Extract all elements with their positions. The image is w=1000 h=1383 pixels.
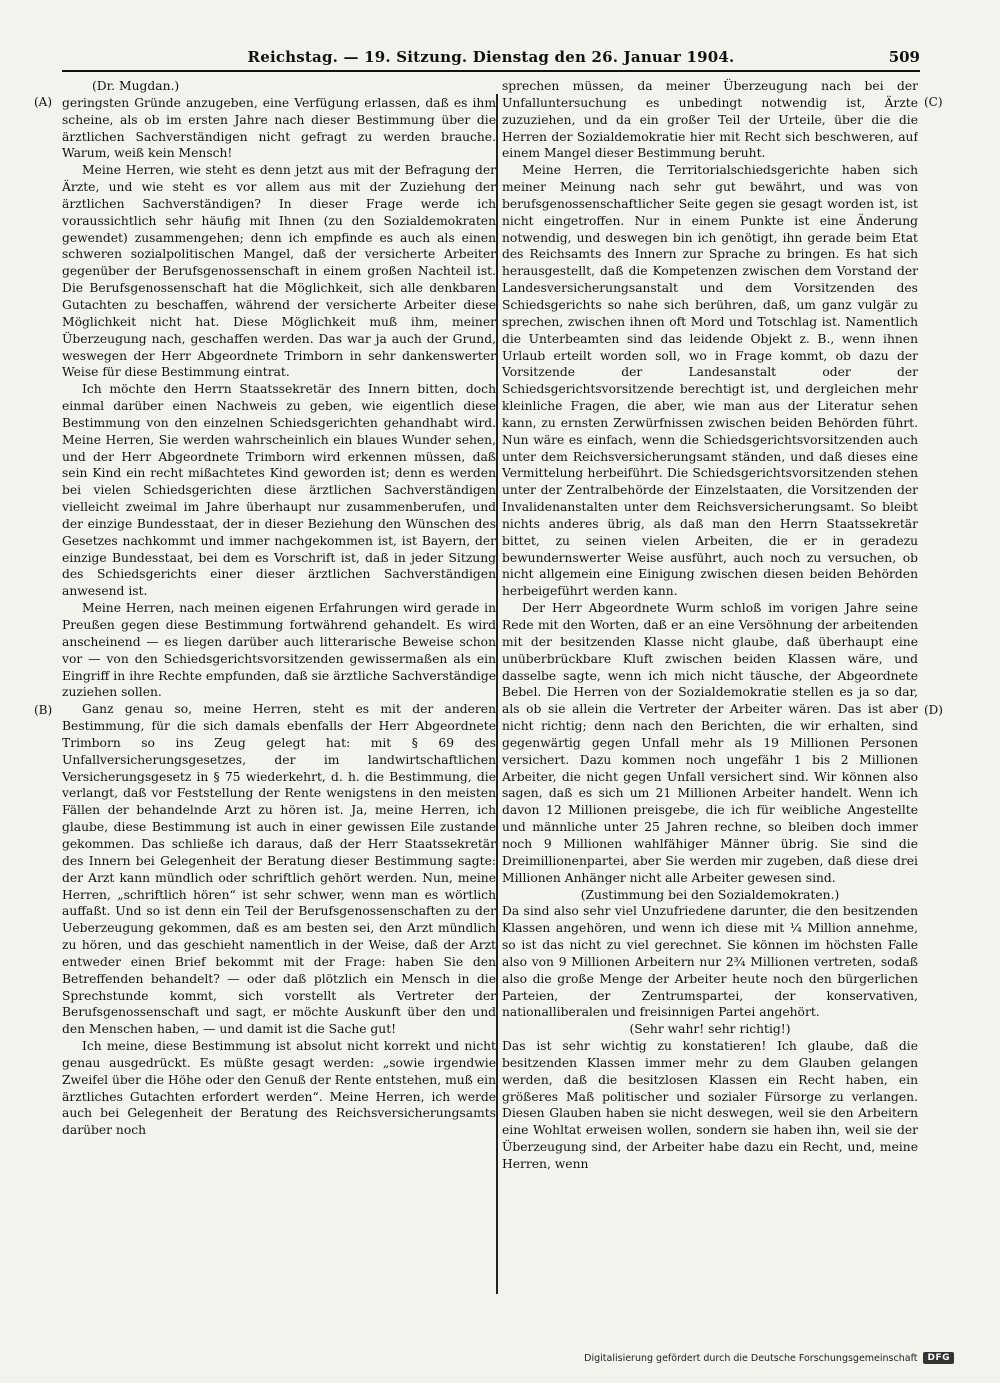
paragraph: sprechen müssen, da meiner Überzeugung nach bei der Unfalluntersuchung es unbedingt notwendig ist, Ärzte zuzuziehen, und da ein großer Teil der Urteile, über die die Herren der Sozialdemokratie hier mit Recht sich beschweren, auf einem Mangel dieser Bestimmung beruht. [502,79,918,161]
paragraph: Der Herr Abgeordnete Wurm schloß im vorigen Jahre seine Rede mit den Worten, daß er an eine Versöhnung der arbeitenden mit der besitzenden Klasse nicht glaube, daß überhaupt eine unüberbrückbare Kluft zwischen beiden Klassen wäre, und dasselbe sagte, wenn ich mich nicht täusche, der Abgeordnete Bebel. Die Herren von der Sozialdemokratie stellen es ja so dar, als ob sie allein die Vertreter der Arbeiter wären. Das ist aber nicht richtig; denn nach den Berichten, die wir erhalten, sind gegenwärtig gegen Unfall mehr als 19 Millionen Personen versichert. Dazu kommen noch ungefähr 1 bis 2 Millionen Arbeiter, die nicht gegen Unfall versichert sind. Wir können also sagen, daß es sich um 21 Millionen Arbeiter handelt. Wenn ich davon 12 Millionen preisgebe, die ich für weibliche Angestellte und männliche unter 25 Jahren rechne, so bleiben doch immer noch 9 Millionen wahlfähiger Männer übrig. Sie sind die Dreimillionenpartei, aber Sie werden mir zugeben, daß diese drei Millionen Anhänger nicht alle Arbeiter gewesen sind. [502,601,918,885]
page-title: Reichstag. — 19. Sitzung. Dienstag den 26. Januar 1904. [247,48,735,66]
right-column [502,78,918,1298]
margin-marker-b: (B) [34,703,53,717]
paragraph: Ich meine, diese Bestimmung ist absolut nicht korrekt und nicht genau ausgedrückt. Es müßte gesagt werden: „sowie irgendwie Zweifel über die Höhe oder den Genuß der Rente entstehen, muß ein ärztliches Gutachten erfordert werden“. Meine Herren, ich werde auch bei Gelegenheit der Beratung des Reichsversicherungsamts darüber noch [62,1039,496,1138]
paragraph: Meine Herren, wie steht es denn jetzt aus mit der Befragung der Ärzte, und wie steht es vor allem aus mit der Zuziehung der ärztlichen Sachverständigen? In dieser Frage werde ich voraussichtlich sehr häufig mit Ihnen (zu den Sozialdemokraten gewendet) zusammengehen; denn ich empfinde es auch als einen schweren sozialpolitischen Mangel, daß der versicherte Arbeiter gegenüber der Berufsgenossenschaft in einem großen Nachteil ist. Die Berufsgenossenschaft hat die Möglichkeit, sich alle denkbaren Gutachten zu beschaffen, während der versicherte Arbeiter diese Möglichkeit nicht hat. Diese Möglichkeit muß ihm, meiner Überzeugung nach, geschaffen werden. Das war ja auch der Grund, weswegen der Herr Abgeordnete Trimborn in sehr dankenswerter Weise für diese Bestimmung eintrat. [62,163,496,380]
paragraph: Ich möchte den Herrn Staatssekretär des Innern bitten, doch einmal darüber einen Nachweis zu geben, wie eigentlich diese Bestimmung von den einzelnen Schiedsgerichten gehandhabt wird. Meine Herren, Sie werden wahrscheinlich ein blaues Wunder sehen, und der Herr Abgeordnete Trimborn wird erkennen müssen, daß sein Kind ein recht mißachtetes Kind geworden ist; denn es werden bei vielen Schiedsgerichten diese ärztlichen Sachverständigen vielleicht zweimal im Jahre überhaupt nur zusammenberufen, und der einzige Bundesstaat, der in dieser Beziehung den Wünschen des Gesetzes nachkommt und immer nachgekommen ist, ist Bayern, der einzige Bundesstaat, bei dem es Vorschrift ist, daß in jeder Sitzung des Schiedsgerichts einer dieser ärztlichen Sachverständigen anwesend ist. [62,382,496,599]
paragraph: geringsten Gründe anzugeben, eine Verfügung erlassen, daß es ihm scheine, als ob im ersten Jahre nach dieser Bestimmung über die ärztlichen Sachverständigen nicht gefragt zu werden brauche. Warum, weiß kein Mensch! [62,95,496,161]
dfg-logo: DFG [923,1352,954,1364]
interjection: (Sehr wahr! sehr richtig!) [629,1022,791,1037]
paragraph: Ganz genau so, meine Herren, steht es mit der anderen Bestimmung, für die sich damals ebenfalls der Herr Abgeordnete Trimborn so ins Zeug gelegt hat: mit § 69 des Unfallversicherungsgesetzes, der im landwirtschaftlichen Versicherungsgesetz in § 75 wiederkehrt, d. h. die Bestimmung, die verlangt, daß vor Feststellung der Rente wenigstens in den meisten Fällen der behandelnde Arzt zu hören ist. Ja, meine Herren, ich glaube, diese Bestimmung ist auch in einer gewissen Eile zustande gekommen. Das schließe ich daraus, daß der Herr Staatssekretär des Innern bei Gelegenheit der Beratung dieser Bestimmung sagte: der Arzt kann mündlich oder schriftlich gehört werden. Nun, meine Herren, „schriftlich hören“ ist sehr schwer, wenn man es wörtlich auffaßt. Und so ist denn ein Teil der Berufsgenossenschaften zu der Ueberzeugung gekommen, daß es am besten sei, den Arzt mündlich zu hören, und das geschieht namentlich in der Weise, daß der Arzt entweder einen Brief bekommt mit der Frage: haben Sie den Betreffenden behandelt? — oder daß plötzlich ein Mensch in die Sprechstunde kommt, sich vorstellt als Vertreter der Berufsgenossenschaft und sagt, er möchte Auskunft über den und den Menschen haben, — und damit ist die Sache gut! [62,702,496,1037]
paragraph: Meine Herren, nach meinen eigenen Erfahrungen wird gerade in Preußen gegen diese Bestimmung fortwährend gehandelt. Es wird anscheinend — es liegen darüber auch litterarische Beweise schon vor — von den Schiedsgerichtsvorsitzenden gewissermaßen als ein Eingriff in ihre Rechte empfunden, daß sie ärztliche Sachverständige zuziehen sollen. [62,601,496,700]
paragraph: Das ist sehr wichtig zu konstatieren! Ich glaube, daß die besitzenden Klassen immer mehr zu dem Glauben gelangen werden, daß die besitzlosen Klassen ein Recht haben, ein größeres Maß politischer und sozialer Fürsorge zu verlangen. Diesen Glauben haben sie nicht deswegen, weil sie den Arbeitern eine Wohltat erweisen wollen, sondern sie haben ihn, weil sie der Überzeugung sind, der Arbeiter habe dazu ein Recht, und, meine Herren, wenn [502,1039,918,1171]
paragraph: Da sind also sehr viel Unzufriedene darunter, die den besitzenden Klassen angehören, und wenn ich diese mit ¼ Million annehme, so ist das nicht zu viel gerechnet. Sie können im höchsten Falle also von 9 Millionen Arbeitern nur 2¾ Millionen vertreten, sodaß also die große Menge der Arbeiter heute noch den bürgerlichen Parteien, der Zentrumspartei, der konservativen, nationalliberalen und freisinnigen Partei angehört. [502,904,918,1020]
margin-marker-a: (A) [34,95,53,109]
page-number: 509 [888,48,920,66]
column-divider [496,94,498,1294]
margin-marker-d: (D) [924,703,943,717]
footer [584,1352,954,1364]
margin-marker-c: (C) [924,95,943,109]
paragraph: Meine Herren, die Territorialschiedsgerichte haben sich meiner Meinung nach sehr gut bewährt, und was von berufsgenossenschaftlicher Seite gegen sie gesagt worden ist, ist nicht eingetroffen. Nur in einem Punkte ist eine Änderung notwendig, und deswegen bin ich genötigt, ihn gerade beim Etat des Reichsamts des Innern zur Sprache zu bringen. Es hat sich herausgestellt, daß die Kompetenzen zwischen dem Vorstand der Landesversicherungsanstalt und dem Vorsitzenden des Schiedsgerichts so nahe sich berühren, daß, um ganz vulgär zu sprechen, zwischen ihnen oft Mord und Totschlag ist. Namentlich die Unterbeamten sind das leidende Objekt z. B., wenn ihnen Urlaub erteilt worden soll, wo in Frage kommt, ob dazu der Vorsitzende der Landesanstalt oder der Schiedsgerichtsvorsitzende berechtigt ist, und dergleichen mehr kleinliche Fragen, die aber, wie man aus der Literatur sehen kann, zu ernsten Zerwürfnissen zwischen beiden Behörden führt. Nun wäre es einfach, wenn die Schiedsgerichtsvorsitzenden auch unter dem Reichsversicherungsamt ständen, und daß dieses eine Vermittelung herbeiführt. Die Schiedsgerichtsvorsitzenden stehen unter der Zentralbehörde der Einzelstaaten, die Vorsitzenden der Invalidenanstalten unter dem Reichsversicherungsamt. So bleibt nichts anderes übrig, als daß man den Herrn Staatssekretär bittet, zu seinen vielen Arbeiten, die er in geradezu bewundernswerter Weise ausführt, auch noch zu versuchen, ob nicht allgemein eine Einigung zwischen diesen beiden Behörden herbeigeführt werden kann. [502,163,918,599]
left-column [62,78,496,1298]
header-rule [62,70,920,72]
footer-text: Digitalisierung gefördert durch die Deutsche Forschungsgemeinschaft [584,1352,918,1364]
interjection: (Zustimmung bei den Sozialdemokraten.) [580,887,840,902]
speaker-label: (Dr. Mugdan.) [92,79,180,93]
page-header [62,44,920,70]
